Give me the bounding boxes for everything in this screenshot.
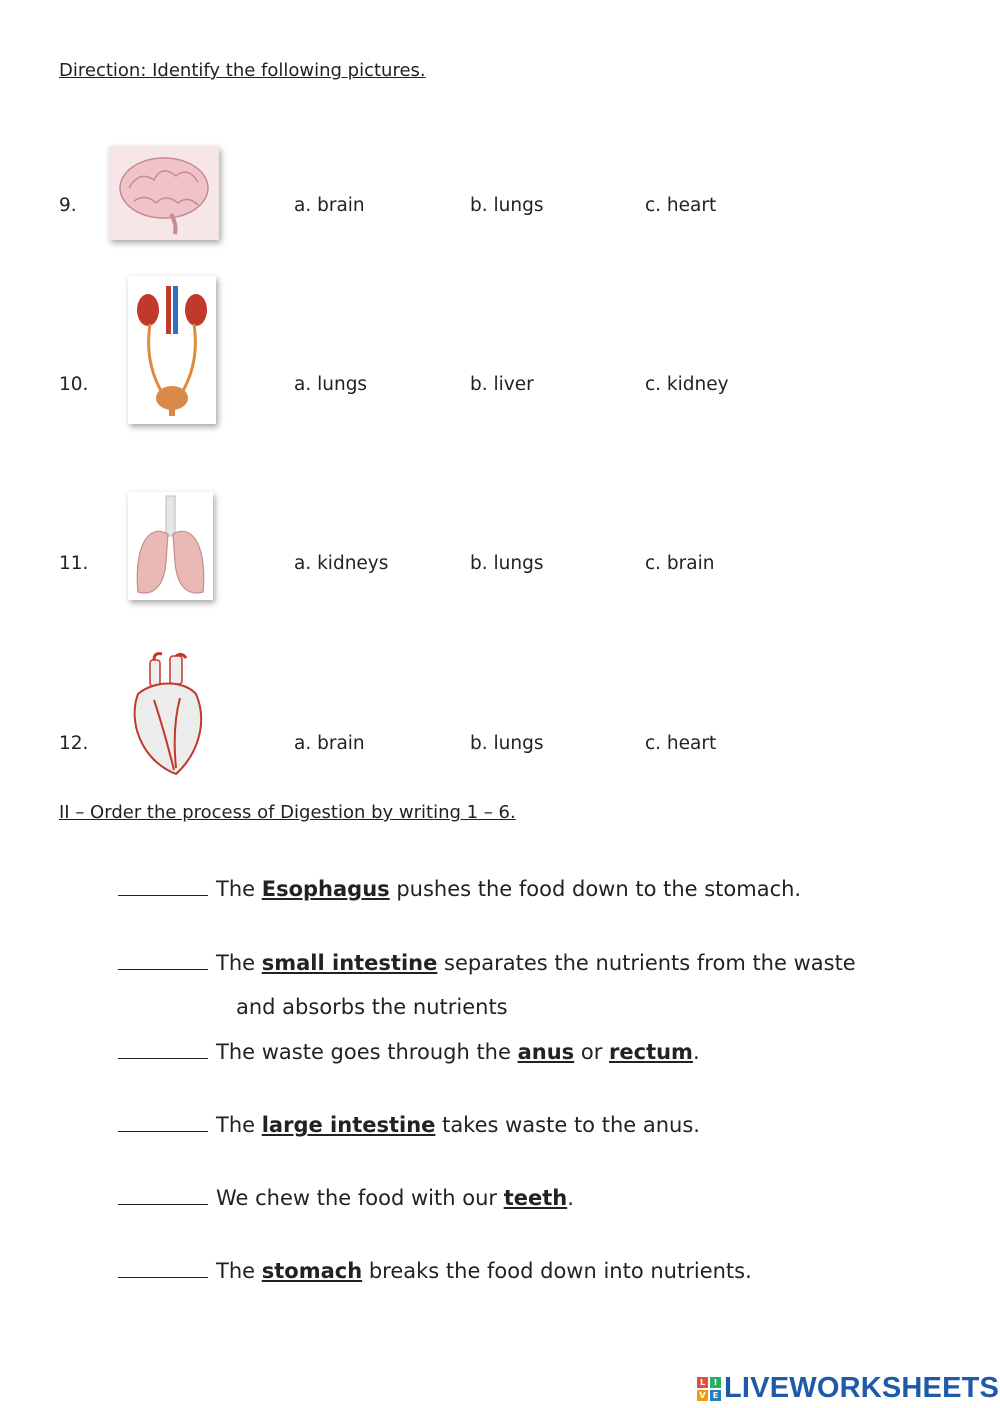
- step-keyword: stomach: [261, 1259, 363, 1283]
- digestion-step-2: [118, 951, 856, 975]
- section2-heading: II – Order the process of Digestion by writing 1 – 6.: [59, 802, 516, 823]
- step-keyword: anus: [517, 1040, 575, 1064]
- logo-letter: V: [697, 1390, 708, 1401]
- option-c[interactable]: c. brain: [645, 553, 715, 574]
- digestion-step-3: [118, 1040, 700, 1064]
- liveworksheets-logo: [697, 1372, 999, 1405]
- digestion-step-6: [118, 1259, 752, 1283]
- step-text: .: [567, 1186, 574, 1210]
- step-text: takes waste to the anus.: [435, 1113, 700, 1137]
- step-text: breaks the food down into nutrients.: [362, 1259, 752, 1283]
- step-text: pushes the food down to the stomach.: [389, 877, 802, 901]
- step-text: We chew the food with our: [216, 1186, 504, 1210]
- option-c[interactable]: c. heart: [645, 195, 717, 216]
- answer-blank[interactable]: [118, 1040, 208, 1059]
- logo-grid-icon: [697, 1377, 721, 1401]
- step-keyword: small intestine: [261, 951, 438, 975]
- option-b[interactable]: b. lungs: [470, 553, 544, 574]
- answer-blank[interactable]: [118, 951, 208, 970]
- logo-letter: E: [710, 1390, 721, 1401]
- question-number: 10.: [59, 374, 89, 395]
- step-keyword: teeth: [503, 1186, 568, 1210]
- step-continuation: and absorbs the nutrients: [236, 995, 508, 1019]
- option-a[interactable]: a. brain: [294, 195, 365, 216]
- option-c[interactable]: c. heart: [645, 733, 717, 754]
- step-text: separates the nutrients from the waste: [437, 951, 856, 975]
- logo-letter: L: [697, 1377, 708, 1388]
- step-text: The: [216, 1113, 262, 1137]
- brain-icon: [109, 146, 219, 240]
- option-a[interactable]: a. kidneys: [294, 553, 389, 574]
- answer-blank[interactable]: [118, 877, 208, 896]
- digestion-step-1: [118, 877, 801, 901]
- logo-letter: I: [710, 1377, 721, 1388]
- answer-blank[interactable]: [118, 1259, 208, 1278]
- kidney-icon: [128, 276, 216, 424]
- option-a[interactable]: a. brain: [294, 733, 365, 754]
- step-text: The waste goes through the: [216, 1040, 518, 1064]
- step-text: The: [216, 877, 262, 901]
- lungs-icon: [128, 492, 213, 600]
- question-number: 9.: [59, 195, 77, 216]
- answer-blank[interactable]: [118, 1186, 208, 1205]
- step-text: The: [216, 951, 262, 975]
- digestion-step-4: [118, 1113, 700, 1137]
- step-keyword: large intestine: [261, 1113, 436, 1137]
- heart-icon: [124, 650, 210, 780]
- option-b[interactable]: b. liver: [470, 374, 534, 395]
- option-c[interactable]: c. kidney: [645, 374, 729, 395]
- option-b[interactable]: b. lungs: [470, 195, 544, 216]
- step-text: or: [574, 1040, 610, 1064]
- logo-text: LIVEWORKSHEETS: [724, 1372, 1000, 1404]
- step-keyword: Esophagus: [261, 877, 390, 901]
- step-keyword: rectum: [609, 1040, 693, 1064]
- direction-heading: Direction: Identify the following pictures.: [59, 60, 426, 81]
- step-text: The: [216, 1259, 262, 1283]
- option-a[interactable]: a. lungs: [294, 374, 368, 395]
- answer-blank[interactable]: [118, 1113, 208, 1132]
- step-text: .: [692, 1040, 700, 1064]
- option-b[interactable]: b. lungs: [470, 733, 544, 754]
- question-number: 12.: [59, 733, 89, 754]
- question-number: 11.: [59, 553, 89, 574]
- digestion-step-5: [118, 1186, 574, 1210]
